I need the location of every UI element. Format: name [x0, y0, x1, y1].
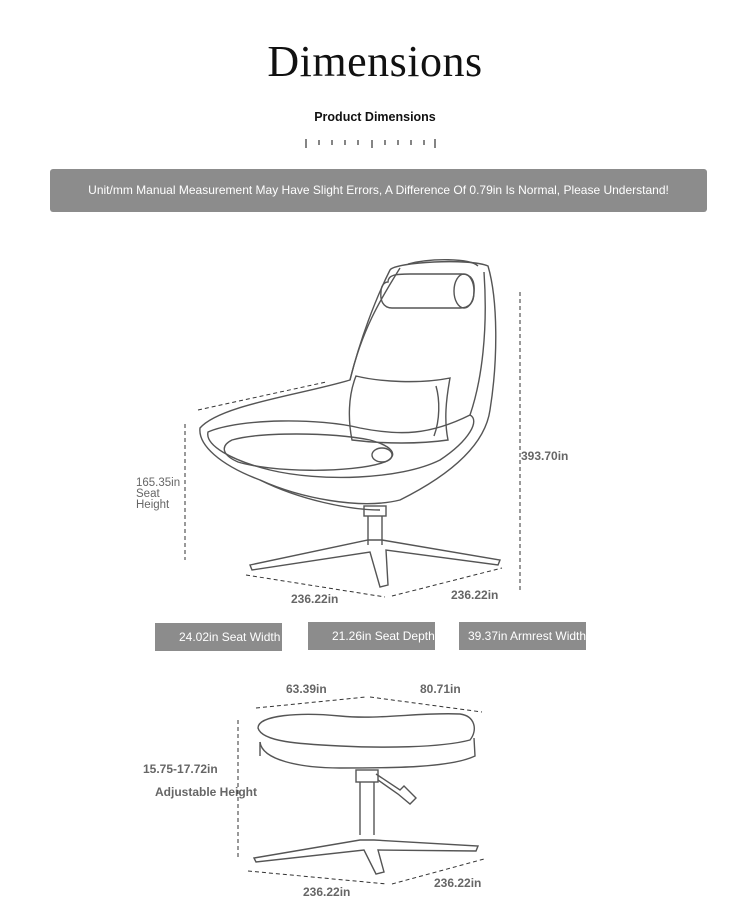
ottoman-top-left-label: 63.39in	[286, 682, 327, 696]
lounge-chair-illustration	[185, 260, 520, 597]
seat-depth-badge: 21.26in Seat Depth	[308, 622, 435, 650]
armrest-width-badge: 39.37in Armrest Width	[459, 622, 586, 650]
adjustable-height-label: Adjustable Height	[155, 785, 258, 799]
disclaimer-banner: Unit/mm Manual Measurement May Have Slight Errors, A Difference Of 0.79in Is Normal, Please Understand!	[50, 169, 707, 212]
ottoman-illustration	[238, 697, 484, 884]
seat-height-label-line2: Height	[136, 499, 170, 511]
ottoman-base-left-label: 236.22in	[303, 885, 351, 899]
chair-base-left-label: 236.22in	[291, 592, 339, 606]
seat-height-label-line1: Seat	[136, 488, 160, 500]
seat-width-badge: 24.02in Seat Width	[155, 623, 282, 651]
seat-height-label	[136, 478, 180, 511]
seat-height-value: 165.35in	[136, 477, 181, 489]
ottoman-top-right-label: 80.71in	[420, 682, 461, 696]
page-subtitle: Product Dimensions	[314, 110, 436, 124]
total-height-label: 393.70in	[521, 449, 569, 463]
ottoman-height-range-label: 15.75-17.72in	[143, 762, 218, 776]
ottoman-base-right-label: 236.22in	[434, 876, 482, 890]
page-title: Dimensions	[267, 37, 483, 86]
chair-base-right-label: 236.22in	[451, 588, 499, 602]
